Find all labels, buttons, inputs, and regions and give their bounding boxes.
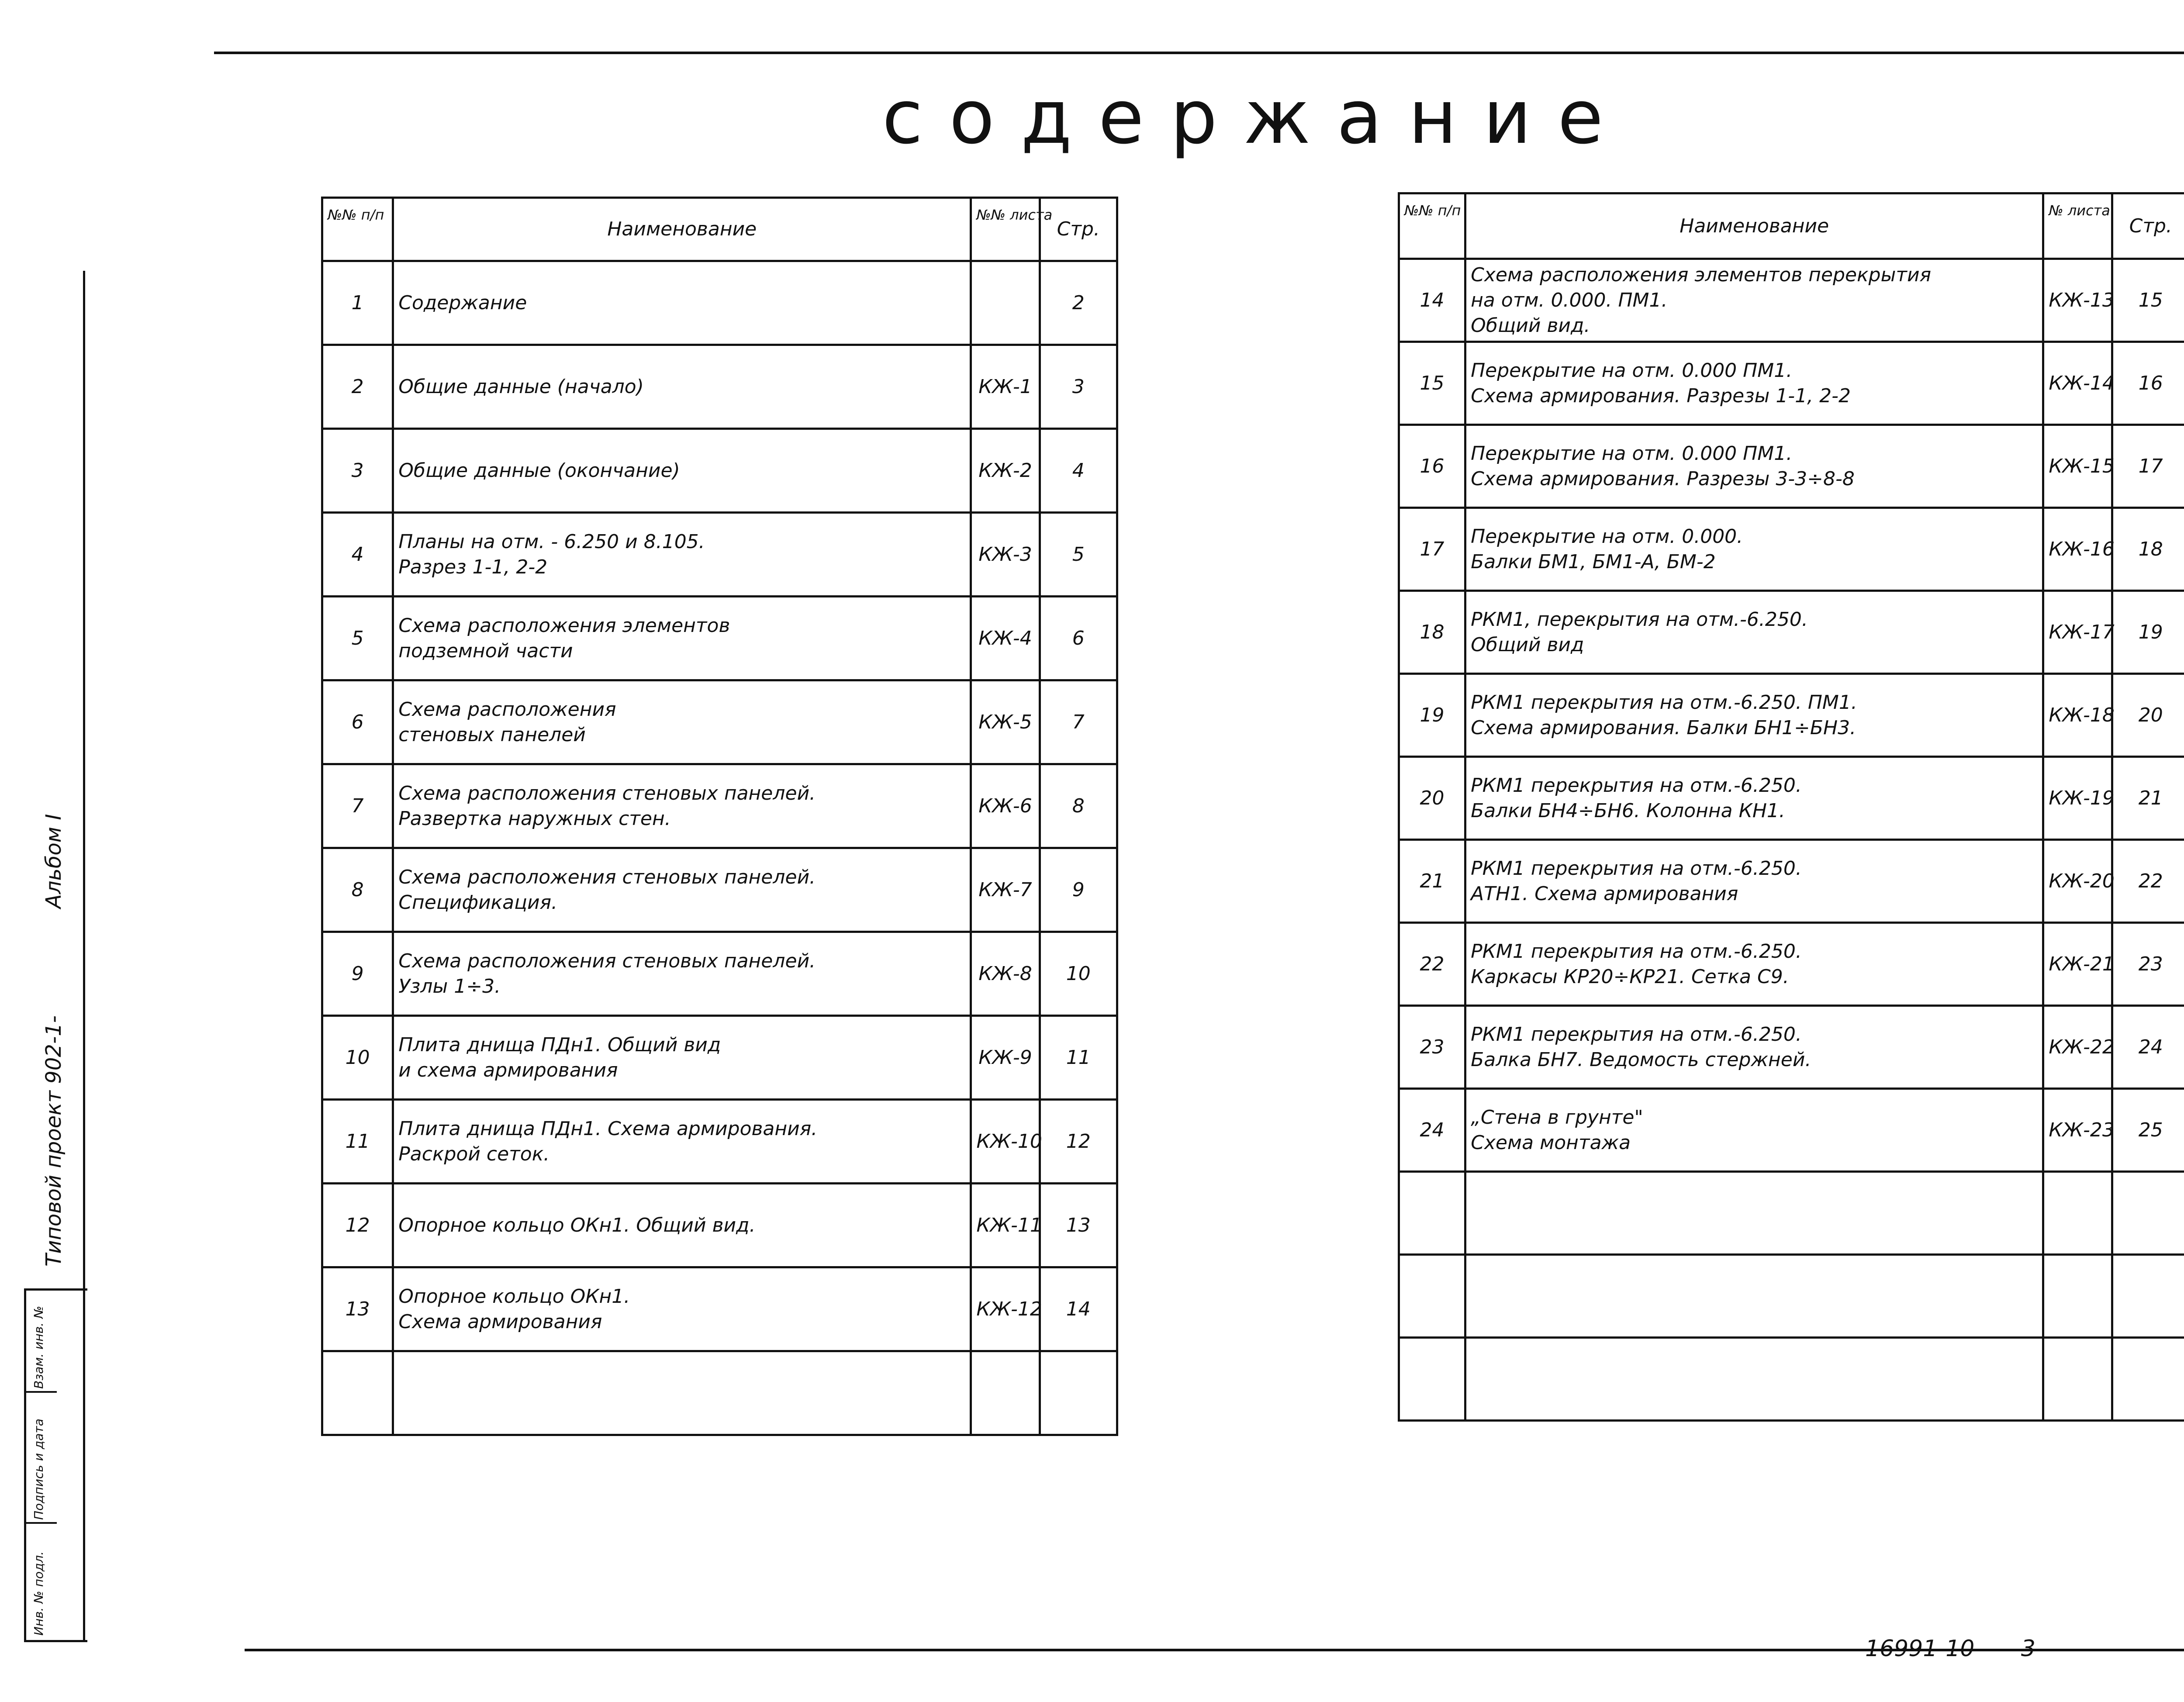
row-title-line: Схема армирования. Разрезы 1-1, 2-2 [1471, 384, 1851, 407]
row-title [1465, 757, 2043, 840]
row-title [393, 261, 971, 345]
row-title-line: Раскрой сеток. [398, 1143, 550, 1165]
stamp-cell-inventory [26, 1522, 57, 1638]
table-row [322, 1267, 1117, 1351]
row-title [1465, 674, 2043, 757]
stamp-block [24, 1288, 87, 1642]
table-row [1399, 508, 2184, 591]
row-number: 10 [322, 1016, 393, 1100]
row-title-line: Спецификация. [398, 891, 558, 914]
table-row [322, 1351, 1117, 1435]
row-number [1399, 1172, 1465, 1255]
row-title [393, 932, 971, 1016]
row-page: 18 [2112, 508, 2184, 591]
table-row [1399, 1006, 2184, 1089]
row-title-line: РКМ1, перекрытия на отм.-6.250. [1471, 608, 1808, 631]
table-row [322, 345, 1117, 429]
stamp-label-replace: Взам. инв. № [31, 1305, 46, 1389]
row-number: 24 [1399, 1089, 1465, 1172]
row-title-line: Балки БМ1, БМ1-А, БМ-2 [1471, 550, 1716, 573]
row-sheet: КЖ-22 [2043, 1006, 2112, 1089]
row-page: 25 [2112, 1089, 2184, 1172]
row-page: 23 [2112, 923, 2184, 1006]
row-sheet: КЖ-5 [971, 680, 1040, 764]
row-title [1465, 1172, 2043, 1255]
row-title-line: на отм. 0.000. ПМ1. [1471, 289, 1668, 311]
table-row [1399, 342, 2184, 425]
row-title-line: Схема расположения элементов перекрытия [1471, 263, 1932, 286]
table-row [322, 429, 1117, 513]
table-row [322, 513, 1117, 597]
row-title-line: Балки БН4÷БН6. Колонна КН1. [1471, 799, 1785, 822]
row-page: 4 [1040, 429, 1117, 513]
row-title [393, 1267, 971, 1351]
row-sheet [2043, 1338, 2112, 1421]
row-title-line: Общий вид [1471, 633, 1584, 656]
table-row [322, 261, 1117, 345]
row-number: 7 [322, 764, 393, 848]
document-number: 16991-10 [1865, 1636, 1975, 1662]
row-title-line: Схема армирования. Балки БН1÷БН3. [1471, 716, 1856, 739]
row-title [393, 597, 971, 680]
row-title [393, 848, 971, 932]
row-sheet: КЖ-16 [2043, 508, 2112, 591]
row-title-line: Схема расположения [398, 698, 616, 721]
row-title-line: Схема расположения стеновых панелей. [398, 866, 816, 888]
row-title-line: РКМ1 перекрытия на отм.-6.250. [1471, 774, 1802, 797]
page-number: 3 [2021, 1636, 2035, 1662]
row-page: 22 [2112, 840, 2184, 923]
header-num: №№ п/п [322, 198, 393, 261]
contents-table-right [1398, 192, 2184, 1422]
row-title [1465, 508, 2043, 591]
row-title-line: Схема монтажа [1471, 1131, 1631, 1154]
row-number: 12 [322, 1184, 393, 1267]
row-sheet: КЖ-18 [2043, 674, 2112, 757]
row-title-line: Схема расположения стеновых панелей. [398, 949, 816, 972]
table-row [322, 1184, 1117, 1267]
row-title-line: Перекрытие на отм. 0.000. [1471, 525, 1743, 548]
row-number: 22 [1399, 923, 1465, 1006]
row-title [393, 429, 971, 513]
row-page: 21 [2112, 757, 2184, 840]
table-row [1399, 1338, 2184, 1421]
row-page: 17 [2112, 425, 2184, 508]
row-title [1465, 259, 2043, 342]
table-row [322, 764, 1117, 848]
row-title [1465, 1006, 2043, 1089]
row-page [2112, 1338, 2184, 1421]
row-sheet: КЖ-14 [2043, 342, 2112, 425]
row-title-line: стеновых панелей [398, 723, 586, 746]
frame-top-line [214, 52, 2184, 54]
row-number: 15 [1399, 342, 1465, 425]
row-number: 21 [1399, 840, 1465, 923]
stamp-cell-signature [26, 1391, 57, 1524]
row-page: 19 [2112, 591, 2184, 674]
row-number: 4 [322, 513, 393, 597]
row-title [1465, 342, 2043, 425]
row-number: 3 [322, 429, 393, 513]
row-title-line: „Стена в грунте" [1471, 1106, 1643, 1129]
row-number: 14 [1399, 259, 1465, 342]
row-number: 11 [322, 1100, 393, 1184]
row-title [1465, 1089, 2043, 1172]
row-number: 20 [1399, 757, 1465, 840]
row-title-line: Опорное кольцо ОКн1. [398, 1285, 630, 1308]
row-title-line: РКМ1 перекрытия на отм.-6.250. [1471, 940, 1802, 963]
row-title-line: Узлы 1÷3. [398, 975, 501, 998]
row-sheet: КЖ-8 [971, 932, 1040, 1016]
document-code [1865, 1636, 2035, 1662]
contents-table-left [321, 197, 1118, 1436]
row-sheet: КЖ-4 [971, 597, 1040, 680]
row-title [1465, 1338, 2043, 1421]
row-page: 11 [1040, 1016, 1117, 1100]
row-sheet [2043, 1172, 2112, 1255]
table-row [1399, 674, 2184, 757]
row-title [393, 1100, 971, 1184]
row-page: 3 [1040, 345, 1117, 429]
header-sheet: № листа [2043, 193, 2112, 259]
row-page: 15 [2112, 259, 2184, 342]
header-page: Стр. [2112, 193, 2184, 259]
row-title-line: Плита днища ПДн1. Общий вид [398, 1033, 721, 1056]
row-page: 2 [1040, 261, 1117, 345]
row-sheet: КЖ-9 [971, 1016, 1040, 1100]
row-page: 9 [1040, 848, 1117, 932]
row-title-line: Перекрытие на отм. 0.000 ПМ1. [1471, 442, 1793, 465]
row-page [2112, 1255, 2184, 1338]
row-number [322, 1351, 393, 1435]
row-title-line: Плита днища ПДн1. Схема армирования. [398, 1117, 818, 1140]
header-name: Наименование [393, 198, 971, 261]
table-row [1399, 425, 2184, 508]
row-page: 8 [1040, 764, 1117, 848]
row-page: 6 [1040, 597, 1117, 680]
page-title: содержание [882, 74, 1630, 161]
row-title-line: Схема расположения стеновых панелей. [398, 782, 816, 804]
table-row [322, 1016, 1117, 1100]
table-row [1399, 591, 2184, 674]
row-sheet [971, 1351, 1040, 1435]
row-number: 13 [322, 1267, 393, 1351]
row-sheet [2043, 1255, 2112, 1338]
row-title [1465, 840, 2043, 923]
row-title-line: Схема расположения элементов [398, 614, 730, 637]
row-sheet: КЖ-3 [971, 513, 1040, 597]
row-page: 20 [2112, 674, 2184, 757]
stamp-label-signature: Подпись и дата [31, 1419, 46, 1520]
row-number: 5 [322, 597, 393, 680]
row-sheet: КЖ-15 [2043, 425, 2112, 508]
row-page: 10 [1040, 932, 1117, 1016]
row-title [393, 764, 971, 848]
row-number: 2 [322, 345, 393, 429]
row-title [393, 1016, 971, 1100]
row-title [393, 1351, 971, 1435]
table-row [322, 680, 1117, 764]
row-number: 23 [1399, 1006, 1465, 1089]
row-sheet: КЖ-7 [971, 848, 1040, 932]
row-title-line: Опорное кольцо ОКн1. Общий вид. [398, 1214, 756, 1236]
table-row [1399, 1089, 2184, 1172]
table-row [322, 597, 1117, 680]
row-title-line: Развертка наружных стен. [398, 807, 671, 830]
row-sheet: КЖ-10 [971, 1100, 1040, 1184]
row-page [2112, 1172, 2184, 1255]
row-sheet: КЖ-13 [2043, 259, 2112, 342]
row-title [393, 513, 971, 597]
stamp-cell-replace [26, 1291, 57, 1393]
row-number: 18 [1399, 591, 1465, 674]
stamp-label-inventory: Инв. № подл. [31, 1551, 46, 1636]
table-row [322, 932, 1117, 1016]
row-number [1399, 1338, 1465, 1421]
row-title-line: Разрез 1-1, 2-2 [398, 556, 548, 578]
row-sheet: КЖ-11 [971, 1184, 1040, 1267]
row-title-line: подземной части [398, 639, 573, 662]
header-page: Стр. [1040, 198, 1117, 261]
contents-table-left-body [322, 261, 1117, 1435]
row-title-line: Схема армирования. Разрезы 3-3÷8-8 [1471, 467, 1855, 490]
side-project-label: Типовой проект 902-1- [41, 1015, 66, 1267]
row-sheet: КЖ-1 [971, 345, 1040, 429]
row-page [1040, 1351, 1117, 1435]
row-title-line: Перекрытие на отм. 0.000 ПМ1. [1471, 359, 1793, 382]
table-row [322, 1100, 1117, 1184]
row-sheet: КЖ-12 [971, 1267, 1040, 1351]
row-title-line: Балка БН7. Ведомость стержней. [1471, 1048, 1811, 1071]
contents-table-right-body [1399, 259, 2184, 1421]
row-title-line: Содержание [398, 291, 527, 314]
row-page: 14 [1040, 1267, 1117, 1351]
row-sheet: КЖ-23 [2043, 1089, 2112, 1172]
row-title [393, 1184, 971, 1267]
row-number [1399, 1255, 1465, 1338]
row-number: 19 [1399, 674, 1465, 757]
table-row [1399, 259, 2184, 342]
row-sheet: КЖ-2 [971, 429, 1040, 513]
table-row [322, 848, 1117, 932]
row-page: 24 [2112, 1006, 2184, 1089]
row-sheet: КЖ-20 [2043, 840, 2112, 923]
row-number: 1 [322, 261, 393, 345]
row-title-line: АТН1. Схема армирования [1471, 882, 1738, 905]
table-row [1399, 840, 2184, 923]
table-row [1399, 923, 2184, 1006]
row-title-line: и схема армирования [398, 1059, 618, 1081]
table-row [1399, 1255, 2184, 1338]
row-title [393, 680, 971, 764]
row-title-line: Общий вид. [1471, 314, 1590, 337]
row-page: 7 [1040, 680, 1117, 764]
row-sheet: КЖ-21 [2043, 923, 2112, 1006]
row-sheet: КЖ-19 [2043, 757, 2112, 840]
row-title [1465, 1255, 2043, 1338]
row-title [393, 345, 971, 429]
header-num: №№ п/п [1399, 193, 1465, 259]
row-title-line: Общие данные (окончание) [398, 459, 680, 482]
row-page: 5 [1040, 513, 1117, 597]
row-sheet: КЖ-6 [971, 764, 1040, 848]
row-page: 12 [1040, 1100, 1117, 1184]
table-row [1399, 1172, 2184, 1255]
row-title [1465, 591, 2043, 674]
row-sheet [971, 261, 1040, 345]
row-title-line: Каркасы КР20÷КР21. Сетка С9. [1471, 965, 1789, 988]
table-row [1399, 757, 2184, 840]
row-number: 8 [322, 848, 393, 932]
row-page: 13 [1040, 1184, 1117, 1267]
row-title-line: РКМ1 перекрытия на отм.-6.250. [1471, 1023, 1802, 1046]
row-title-line: Схема армирования [398, 1310, 602, 1333]
row-title-line: Планы на отм. - 6.250 и 8.105. [398, 530, 705, 553]
header-name: Наименование [1465, 193, 2043, 259]
row-number: 17 [1399, 508, 1465, 591]
row-number: 16 [1399, 425, 1465, 508]
row-number: 6 [322, 680, 393, 764]
row-sheet: КЖ-17 [2043, 591, 2112, 674]
row-title [1465, 923, 2043, 1006]
row-title-line: Общие данные (начало) [398, 375, 644, 398]
row-number: 9 [322, 932, 393, 1016]
row-title-line: РКМ1 перекрытия на отм.-6.250. [1471, 857, 1802, 880]
row-title [1465, 425, 2043, 508]
row-page: 16 [2112, 342, 2184, 425]
row-title-line: РКМ1 перекрытия на отм.-6.250. ПМ1. [1471, 691, 1857, 714]
side-album-label: Альбом I [41, 814, 66, 908]
header-sheet: №№ листа [971, 198, 1040, 261]
